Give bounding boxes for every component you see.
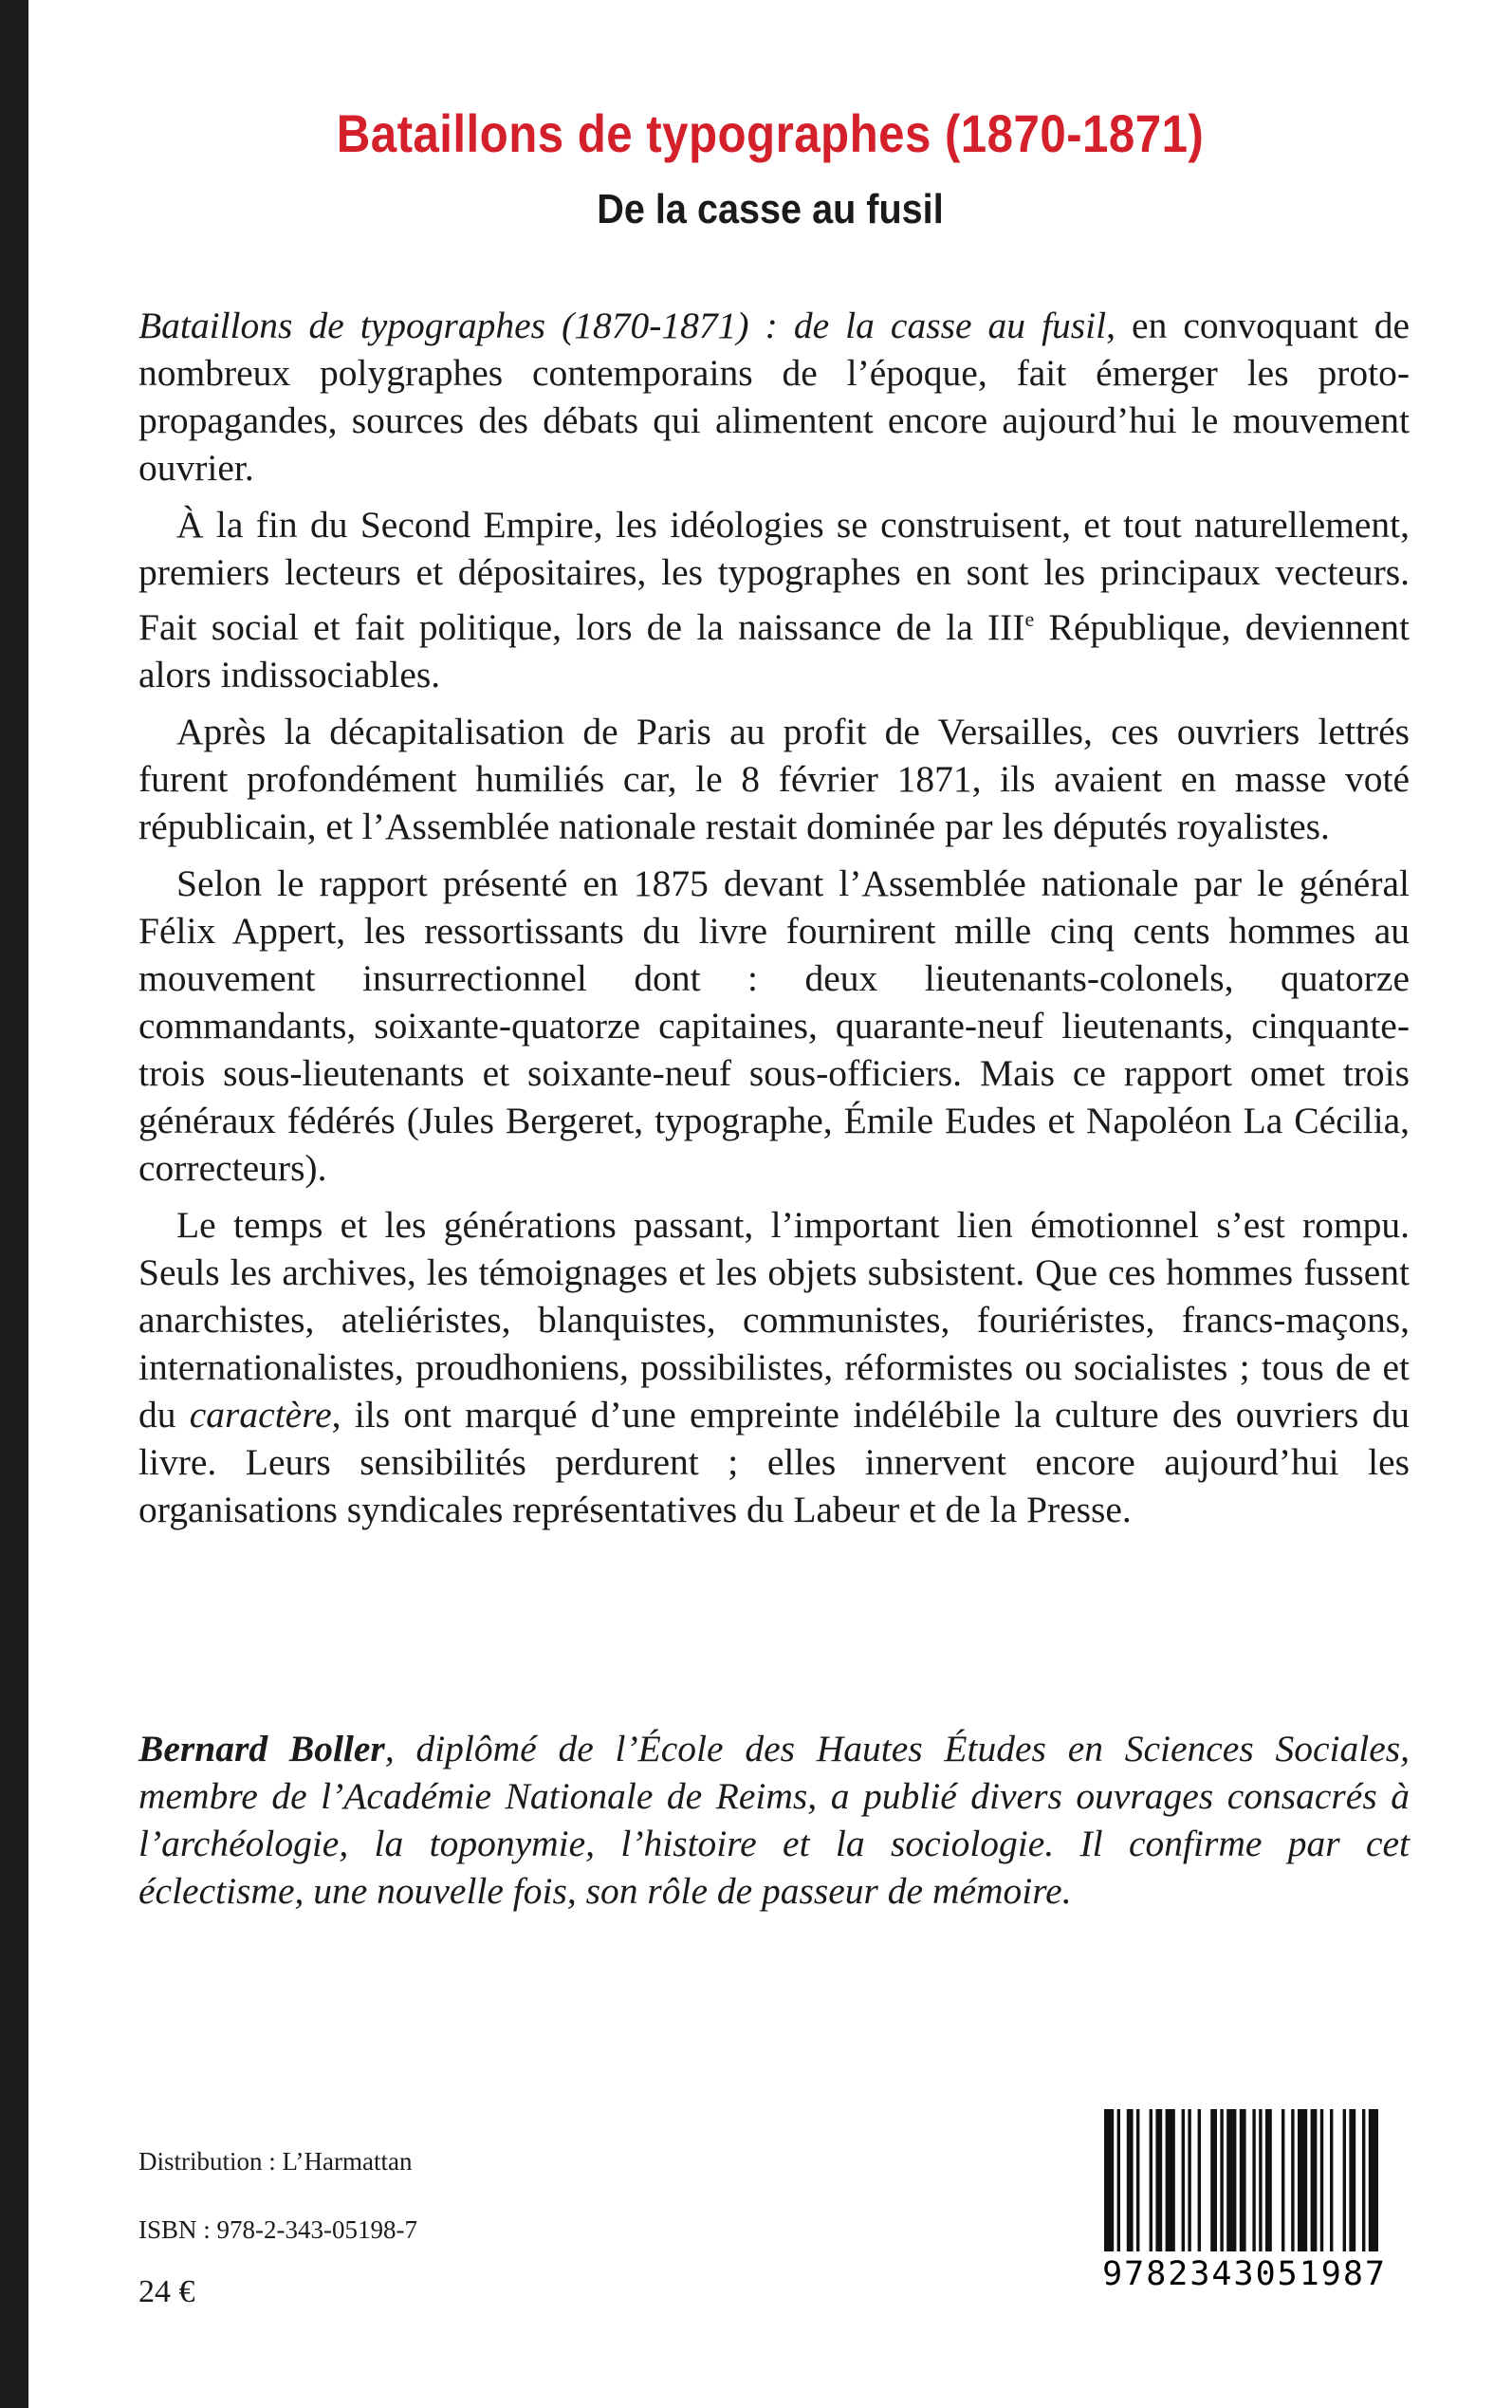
barcode-bar [1104,2109,1114,2251]
barcode-bar [1362,2109,1365,2251]
barcode-bar [1343,2109,1346,2251]
barcode-bar [1298,2109,1307,2251]
barcode-bar [1240,2109,1246,2251]
blurb-paragraph-5-text-b: , ils ont marqué d’une empreinte indélébile la culture des ouvriers du livre. Leurs sensibilités perdurent ; elles innervent encore aujourd’hui les organisations syndicales représentatives du Labeur et de la Presse. [138,1394,1410,1531]
barcode-bar [1136,2109,1139,2251]
blurb-title-ref: Bataillons de typographes (1870-1871) : de la casse au fusil [138,305,1107,346]
blurb-paragraph-2 [138,501,1410,698]
barcode-bar [1259,2109,1262,2251]
barcode-bar [1220,2109,1223,2251]
barcode-bar [1210,2109,1217,2251]
barcode-bar [1311,2109,1318,2251]
author-bio-text: , diplômé de l’École des Hautes Études en Sciences Sociales, membre de l’Académie Nationale de Reims, a publié divers ouvrages consacrés à l’archéologie, la toponymie, l’histoire et la sociologie. Il confirme par cet éclectisme, une nouvelle fois, son rôle de passeur de mémoire. [138,1728,1410,1912]
blurb-paragraph-2-text-b: République, deviennent alors indissociables. [138,606,1411,696]
spine-edge [0,0,28,2408]
barcode-bar [1198,2109,1201,2251]
blurb-paragraph-5-text-a: Le temps et les générations passant, l’important lien émotionnel s’est rompu. Seuls les archives, les témoignages et les objets subsistent. Que ces hommes fussent anarchistes, ateliéristes, blanquistes, communistes, fouriéristes, francs-maçons, internationalistes, proudhoniens, possibilistes, réformistes ou socialistes ; tous de et du [138,1204,1410,1436]
barcode-bar [1166,2109,1175,2251]
price: 24 € [138,2274,195,2309]
barcode-digits: 9782343051987 [1055,2255,1387,2293]
blurb [138,302,1410,1543]
blurb-paragraph-2-text-a: À la fin du Second Empire, les idéologies se construisent, et tout naturellement, premiers lecteurs et dépositaires, les typographes en sont les principaux vecteurs. Fait social et fait politique, lors de la naissance de la III [138,504,1410,649]
author-bio [138,1725,1410,1915]
barcode-bar [1291,2109,1294,2251]
isbn: ISBN : 978-2-343-05198-7 [138,2215,417,2244]
superscript-e: e [1024,607,1035,631]
blurb-paragraph-1-text: , en convoquant de nombreux polygraphes contemporains de l’époque, fait émerger les proto-propagandes, sources des débats qui alimentent encore aujourd’hui le mouvement ouvrier. [138,305,1410,489]
book-subtitle: De la casse au fusil [597,186,944,232]
barcode-bar [1330,2109,1333,2251]
back-cover [28,0,1512,2408]
blurb-paragraph-5-italic: caractère [189,1394,332,1436]
barcode-bar [1282,2109,1284,2251]
barcode-bar [1182,2109,1185,2251]
barcode-bar [1150,2109,1152,2251]
barcode-bar [1349,2109,1355,2251]
blurb-paragraph-5 [138,1201,1410,1533]
barcode-bar [1226,2109,1236,2251]
barcode-bar [1369,2109,1378,2251]
blurb-paragraph-1 [138,302,1410,491]
barcode-bar [1252,2109,1255,2251]
book-title: Bataillons de typographes (1870-1871) [336,103,1205,163]
barcode-bar [1188,2109,1190,2251]
barcode-bar [1155,2109,1162,2251]
blurb-paragraph-4: Selon le rapport présenté en 1875 devant l’Assemblée nationale par le général Félix Appert, les ressortissants du livre fournirent mille cinq cents hommes au mouvement insurrectionnel dont : deux lieutenants-colonels, quatorze commandants, soixante-quatorze capitaines, quarante-neuf lieutenants, cinquante-trois sous-lieutenants et soixante-neuf sous-officiers. Mais ce rapport omet trois généraux fédérés (Jules Bergeret, typographe, Émile Eudes et Napoléon La Cécilia, correcteurs). [138,862,1410,1190]
barcode-bar [1265,2109,1272,2251]
distribution: Distribution : L’Harmattan [138,2147,413,2176]
blurb-paragraph-3: Après la décapitalisation de Paris au profit de Versailles, ces ouvriers lettrés furent profondément humiliés car, le 8 février 1871, ils avaient en masse voté républicain, et l’Assemblée nationale restait dominée par les députés royalistes. [138,711,1410,848]
author-name: Bernard Boller [138,1728,385,1769]
barcode-bar [1117,2109,1120,2251]
barcode-bar [1127,2109,1134,2251]
barcode-bar [1320,2109,1323,2251]
